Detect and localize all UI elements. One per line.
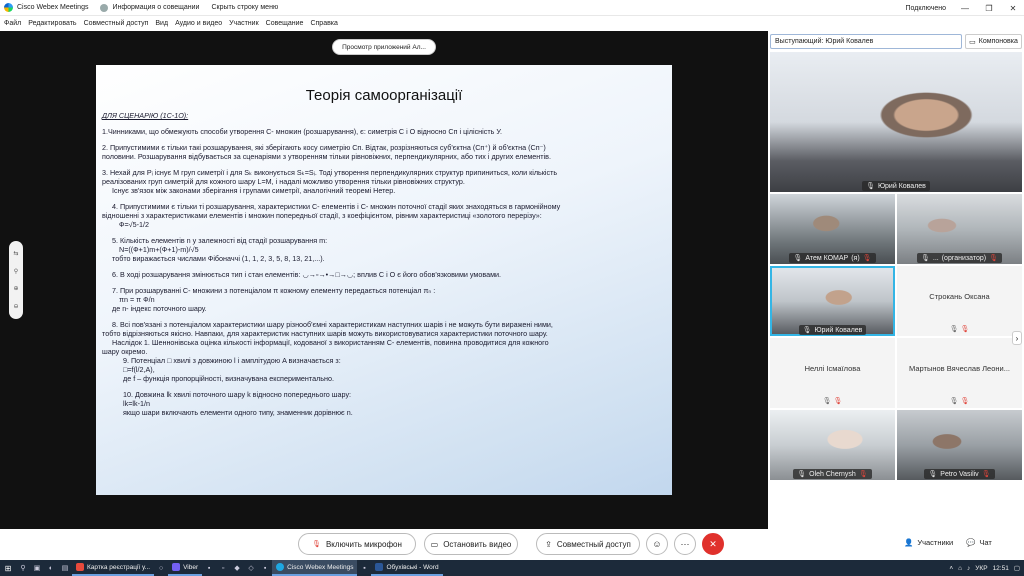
slide-line: де n- індекс поточного шару.: [112, 304, 207, 313]
restore-button[interactable]: ❐: [985, 3, 993, 13]
tray-chevron-icon[interactable]: ˄: [949, 564, 954, 572]
participants-label: Участники: [917, 538, 954, 547]
zoom-out-icon[interactable]: ⊖: [13, 303, 19, 310]
app-icon[interactable]: ▪: [263, 564, 267, 572]
clock[interactable]: 12:51: [992, 564, 1009, 572]
connection-status: Подключено: [905, 4, 946, 12]
active-speaker-bar: Выступающий: Юрий Ковалев: [770, 34, 962, 49]
mic-on-icon: 🎙: [949, 398, 959, 405]
slide-line: 6. В ході розшарування змінюється тип і стан елементів: ◡→▫→•→□→◡; вплив С і О є його обов'язковими умовами.: [112, 270, 502, 279]
slide-line: якщо шари включають елементи одного типу, знаменник дорівнює n.: [123, 408, 353, 417]
meeting-info-button[interactable]: [100, 4, 199, 12]
mic-on-icon: 🎙: [797, 471, 807, 478]
meeting-controls: [0, 529, 1024, 560]
keyboard-language[interactable]: УКР: [975, 564, 988, 572]
swap-icon[interactable]: ⇆: [13, 251, 19, 258]
close-button[interactable]: ✕: [1009, 3, 1017, 13]
participants-icon: 👤: [904, 538, 914, 547]
app-icon[interactable]: ◇: [248, 565, 254, 572]
slide-line: Ф=√5-1/2: [119, 220, 149, 229]
slide-spacer: [102, 120, 668, 127]
app-icon[interactable]: ▪: [363, 564, 366, 572]
webex-icon: [276, 563, 284, 571]
mic-on-icon: 🎙: [793, 255, 803, 262]
unmute-button[interactable]: [298, 533, 416, 555]
slide-line: 7. При розшаруванні С- множини з потенціалом π кожному елементу передається потенціал πₙ :: [112, 286, 436, 295]
participant-tile[interactable]: [770, 194, 895, 264]
mic-on-icon: 🎙: [822, 398, 832, 405]
slide-line: 8. Всі пов'язані з потенціалом характеристики шару різнооб'ємні характеристикам наступних шарів і не можуть бути виражені ними,: [112, 320, 553, 329]
slide-line: N=((Ф+1)m+(Ф+1)-m)/√5: [119, 245, 199, 254]
participant-tile[interactable]: [897, 266, 1022, 336]
participant-role: (я): [851, 254, 860, 262]
mic-muted-icon: 🎙: [989, 255, 998, 262]
menu-audio-video[interactable]: Аудио и видео: [175, 19, 223, 27]
app-icon[interactable]: ◆: [234, 565, 240, 572]
slide-line: тобто виражається числами Фібоначчі (1, 1, 2, 3, 5, 8, 13, 21,...).: [112, 254, 325, 263]
slide-line: половини. Розшарування відбувається за сценаріями з утворенням тільки рівновіжних, перпендикулярних, або тих і других елементів.: [102, 152, 551, 161]
search-icon[interactable]: ⚲: [20, 565, 26, 572]
taskbar-item-webex[interactable]: [272, 560, 357, 576]
participant-tile[interactable]: [897, 338, 1022, 408]
slide-line: 2. Припустимими є тільки такі розшарування, які зберігають косу симетрію Сп. Відтак, розрізняються суб'єктна (Сп⁺) й об'єктна (Сп⁻): [102, 143, 546, 152]
menu-edit[interactable]: Редактировать: [28, 19, 77, 27]
windows-start-icon[interactable]: ⊞: [4, 563, 12, 573]
participant-name: Юрий Ковалев: [814, 326, 863, 334]
app-title: Cisco Webex Meetings: [17, 4, 89, 11]
layout-icon: ▭: [969, 38, 976, 46]
menu-bar: [0, 16, 1024, 30]
task-label: Обухівські - Word: [386, 563, 439, 571]
main-speaker-video[interactable]: [770, 52, 1022, 192]
slide-line: □=f(l/2,A),: [123, 365, 155, 374]
slide-body: [102, 111, 668, 417]
menu-file[interactable]: Файл: [4, 19, 22, 27]
participants-video-panel: [768, 31, 1024, 529]
slide-spacer: [102, 136, 668, 143]
share-label: Совместный доступ: [556, 539, 631, 549]
slide-line: де f – функція пропорційності, визначувана експериментально.: [123, 374, 334, 383]
slide-spacer: [102, 229, 668, 236]
end-meeting-button[interactable]: ✕: [702, 533, 724, 555]
participant-tile[interactable]: [770, 338, 895, 408]
menu-help[interactable]: Справка: [310, 19, 338, 27]
slide-line: шару окремо.: [102, 347, 148, 356]
participant-name: Мартынов Вячеслав Леони...: [909, 363, 1010, 373]
layout-button[interactable]: [965, 34, 1022, 49]
participant-name: Атем КОМАР: [805, 254, 849, 262]
participant-name: Oleh Chernysh: [809, 470, 856, 478]
menu-view[interactable]: Вид: [155, 19, 169, 27]
mic-muted-icon: 🎙: [312, 541, 321, 548]
slide-line: 1.Чинниками, що обмежують способи утворення С- множин (розшарування), є: симетрія С і О відносно Сп і цілісність У.: [102, 127, 502, 136]
participant-name: ...: [932, 254, 939, 262]
slide-spacer: [102, 263, 668, 270]
slide-line: 4. Припустимими є тільки ті розшарування, характеристики С- елементів і С- множин поточної стадії яких знаходяться в гармонійному: [112, 202, 561, 211]
task-label: Картка реєстрації у...: [87, 563, 151, 571]
slide-title: Теорія самоорганізації: [305, 87, 463, 104]
participant-tile[interactable]: [897, 194, 1022, 264]
network-icon[interactable]: ⌂: [958, 564, 963, 572]
task-label: Cisco Webex Meetings: [287, 563, 354, 571]
app-icon[interactable]: ▫: [221, 564, 225, 572]
annotate-icon[interactable]: ⚲: [13, 268, 19, 275]
taskbar-item-viber[interactable]: [168, 560, 202, 576]
slide-line: πn = π Ф/n: [119, 295, 155, 304]
webex-logo-icon: [4, 3, 13, 12]
slide-line: 9. Потенціал □ хвилі з довжиною l і амплітудою A визначається з:: [123, 356, 341, 365]
taskbar-item-word[interactable]: [371, 560, 442, 576]
participants-button[interactable]: [904, 538, 953, 547]
share-side-toolbar: [9, 241, 23, 319]
zoom-in-icon[interactable]: ⊕: [13, 286, 19, 293]
slide-spacer: [102, 195, 668, 202]
mic-muted-icon: 🎙: [981, 471, 991, 478]
info-icon: [100, 4, 108, 12]
stop-video-button[interactable]: [424, 533, 518, 555]
slide-spacer: [102, 161, 668, 168]
task-view-icon[interactable]: ▣: [33, 565, 41, 572]
photoshop-icon[interactable]: ▪: [207, 564, 211, 572]
slide-line: 5. Кількість елементів n у залежності від стадії розшарування m:: [112, 236, 328, 245]
mic-muted-icon: 🎙: [858, 471, 868, 478]
stop-video-label: Остановить видео: [443, 539, 512, 549]
menu-share[interactable]: Совместный доступ: [83, 19, 149, 27]
slide-line: Наслідок 1. Шеннонівська оцінка кількості інформації, кодованої з використанням С- елементів, повинна проводитися для кожного: [112, 338, 549, 347]
menu-participant[interactable]: Участник: [229, 19, 259, 27]
chrome-icon: [76, 563, 84, 571]
slide-spacer: [102, 383, 668, 390]
presentation-slide: [96, 65, 672, 495]
meeting-info-label: Информация о совещании: [112, 4, 200, 11]
minimize-button[interactable]: —: [961, 3, 969, 13]
reactions-button[interactable]: ☺: [646, 533, 668, 555]
next-page-arrow-icon[interactable]: ›: [1012, 331, 1022, 345]
mic-muted-icon: 🎙: [833, 398, 843, 405]
word-icon: [375, 563, 383, 571]
participant-tile[interactable]: [770, 410, 895, 480]
more-options-button[interactable]: ···: [674, 533, 696, 555]
viewing-app-pill[interactable]: Просмотр приложений Ал...: [332, 39, 436, 55]
share-button[interactable]: [536, 533, 640, 555]
participant-name: Строкань Оксана: [929, 291, 990, 301]
volume-icon[interactable]: ♪: [967, 564, 971, 572]
slide-line: відношенні з характеристиками елементів і множин попередньої стадії, з коефіцієнтом, рівним характеристиці «золотого перерізу»:: [102, 211, 542, 220]
camera-icon: ▭: [430, 539, 439, 549]
participant-tile[interactable]: [897, 410, 1022, 480]
slide-line: lk=lk-1/n: [123, 399, 150, 408]
slide-line: тобто відрізняються якісно. Навпаки, для характеристик наступних шарів можуть використовуватися характеристики поточного шару.: [102, 329, 548, 338]
participant-name: Petro Vasiliv: [940, 470, 979, 478]
slide-line: Існує зв'язок між законами зберігання і групами симетрії, аналогічний теоремі Нетер.: [112, 186, 396, 195]
hide-menu-button[interactable]: Скрыть строку меню: [211, 4, 279, 11]
chat-button[interactable]: [966, 538, 992, 547]
slide-spacer: [102, 313, 668, 320]
slide-line: 10. Довжина lk хвилі поточного шару k відносно попереднього шару:: [123, 390, 352, 399]
chat-icon: 💬: [966, 538, 976, 547]
share-icon: ⇪: [545, 539, 552, 549]
mic-muted-icon: 🎙: [960, 326, 970, 333]
layout-label: Компоновка: [978, 38, 1018, 45]
opera-icon[interactable]: ○: [158, 564, 164, 572]
menu-meeting[interactable]: Совещание: [265, 19, 304, 27]
taskbar-item-chrome[interactable]: [72, 560, 154, 576]
shared-content-area: [0, 31, 768, 529]
mic-muted-icon: 🎙: [960, 398, 970, 405]
participant-role: (организатор): [941, 254, 987, 262]
windows-taskbar: [0, 560, 1024, 576]
mic-muted-icon: 🎙: [862, 255, 872, 262]
main-speaker-name: Юрий Ковалев: [877, 182, 926, 190]
chat-label: Чат: [979, 538, 992, 547]
mic-on-icon: 🎙: [802, 327, 812, 334]
mic-on-icon: 🎙: [949, 326, 959, 333]
unmute-label: Включить микрофон: [325, 539, 402, 549]
edge-icon[interactable]: ◐: [48, 564, 54, 572]
slide-line: ДЛЯ СЦЕНАРІЮ (1С-1О):: [102, 111, 189, 120]
mic-on-icon: 🎙: [920, 255, 930, 262]
notifications-icon[interactable]: ▢: [1013, 565, 1020, 572]
participant-tile[interactable]: [770, 266, 895, 336]
slide-line: реалізованих груп симетрій для кожного шару L=M, і надалі можливо утворення тільки рівновіжних структур.: [102, 177, 465, 186]
task-label: Viber: [183, 563, 199, 571]
mic-on-icon: 🎙: [866, 183, 875, 190]
slide-spacer: [102, 279, 668, 286]
system-tray: [949, 560, 1020, 576]
viber-icon: [172, 563, 180, 571]
mic-on-icon: 🎙: [928, 471, 938, 478]
file-explorer-icon[interactable]: ▤: [61, 565, 69, 572]
title-bar: [0, 0, 1024, 16]
slide-line: 3. Нехай для Pᵢ існує M груп симетрії і для Sₖ виконується Sₖ=Sᵢ. Тоді утворення перпендикулярних структур припиниться, коли кількість: [102, 168, 558, 177]
participant-name: Неллі Ісмаїлова: [804, 363, 861, 373]
